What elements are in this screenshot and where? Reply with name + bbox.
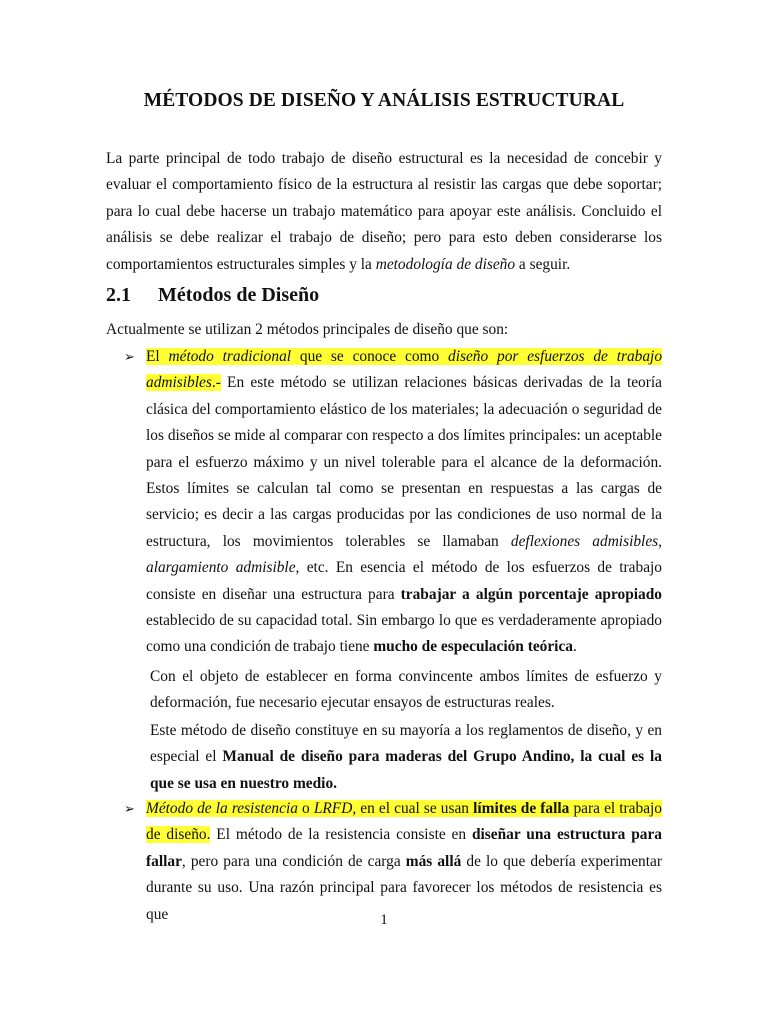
highlight: Método de la resistencia o LRFD, en el cual se usan límites de falla para el trabajo de diseño.	[146, 800, 663, 844]
bullet-arrow-icon: ➢	[124, 801, 135, 816]
intro-paragraph	[106, 146, 662, 278]
highlight: El método tradicional que se conoce como diseño por esfuerzos de trabajo admisibles.-	[146, 348, 663, 392]
bullet-arrow-icon: ➢	[124, 349, 135, 364]
page-number: 1	[380, 912, 388, 928]
paragraph-text: a seguir.	[515, 255, 571, 273]
section-title: Métodos de Diseño	[158, 284, 320, 306]
bullet-resistance-method: Método de la resistencia o LRFD, en el cual se usan límites de falla para el trabajo de diseño. El método de la resistencia consiste en diseñar una estructura para fallar, pero para una condición de carga más allá de lo que debería experimentar durante su uso. Una razón principal para favorecer los métodos de resistencia es que	[146, 800, 663, 923]
section-heading	[106, 284, 319, 307]
section-number: 2.1	[106, 284, 131, 306]
document-title: MÉTODOS DE DISEÑO Y ANÁLISIS ESTRUCTURAL	[143, 90, 625, 111]
bullet-traditional-method: El método tradicional que se conoce como diseño por esfuerzos de trabajo admisibles.- En este método se utilizan relaciones básicas derivadas de la teoría clásica del comportamiento elástico de los materiales; la adecuación o seguridad de los diseños se mide al comparar con respecto a dos límites principales: un aceptable para el esfuerzo máximo y un nivel tolerable para el alcance de la deformación. Estos límites se calculan tal como se presentan en respuestas a las cargas de servicio; es decir a las cargas producidas por las condiciones de uso normal de la estructura, los movimientos tolerables se llamaban deflexiones admisibles, alargamiento admisible, etc. En esencia el método de los esfuerzos de trabajo consiste en diseñar una estructura para trabajar a algún porcentaje apropiado establecido de su capacidad total. Sin embargo lo que es verdaderamente apropiado como una condición de trabajo tiene mucho de especulación teórica.	[146, 348, 663, 656]
paragraph-italic: metodología de diseño	[375, 255, 516, 273]
sub-paragraph-tests: Con el objeto de establecer en forma convincente ambos límites de esfuerzo y deformación, fue necesario ejecutar ensayos de estructuras reales.	[150, 668, 662, 712]
section-intro: Actualmente se utilizan 2 métodos principales de diseño que son:	[106, 321, 509, 338]
paragraph-text: La parte principal de todo trabajo de diseño estructural es la necesidad de concebir y evaluar el comportamiento físico de la estructura al resistir las cargas que debe soportar; para lo cual debe hacerse un trabajo matemático para apoyar este análisis. Concluido el análisis se debe realizar el trabajo de diseño; pero para esto deben considerarse los comportamientos estructurales simples y la	[106, 150, 662, 273]
sub-paragraph-regulations: Este método de diseño constituye en su mayoría a los reglamentos de diseño, y en especial el Manual de diseño para maderas del Grupo Andino, la cual es la que se usa en nuestro medio.	[150, 722, 662, 792]
